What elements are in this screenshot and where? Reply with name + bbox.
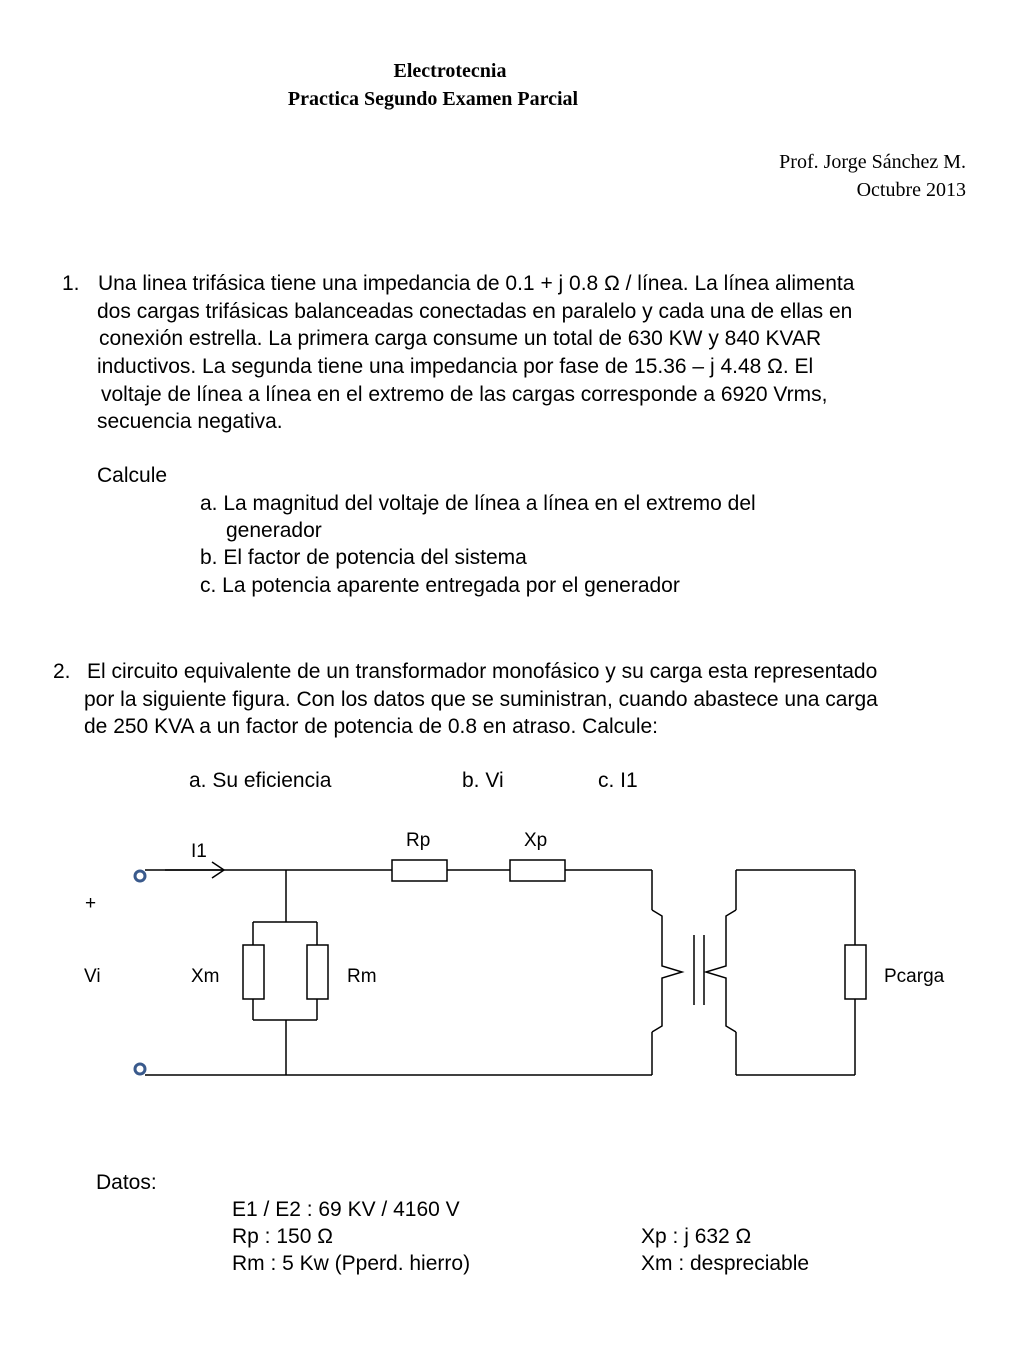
label-pcarga: Pcarga — [884, 966, 945, 987]
secondary-winding — [706, 910, 736, 1032]
input-terminal-bottom — [135, 1064, 145, 1074]
label-plus: + — [85, 893, 97, 914]
problem1-number: 1. — [62, 272, 80, 295]
datos-label: Datos: — [96, 1171, 157, 1194]
datos-xm: Xm : despreciable — [641, 1252, 810, 1275]
label-xp: Xp — [524, 830, 548, 851]
input-terminal-top — [135, 871, 145, 881]
problem1-line: conexión estrella. La primera carga consume un total de 630 KW y 840 KVAR — [99, 327, 822, 350]
document-title: Practica Segundo Examen Parcial — [287, 88, 579, 110]
problem1-line: voltaje de línea a línea en el extremo de las cargas corresponde a 6920 Vrms, — [101, 383, 828, 406]
problem1-item: b. El factor de potencia del sistema — [200, 546, 527, 569]
datos-xp: Xp : j 632 Ω — [641, 1225, 752, 1248]
document-date: Octubre 2013 — [856, 179, 966, 201]
datos-ratio: E1 / E2 : 69 KV / 4160 V — [232, 1198, 460, 1221]
xm-reactance — [243, 945, 264, 999]
label-vi: Vi — [84, 966, 101, 987]
problem2-item-eficiencia: a. Su eficiencia — [189, 769, 332, 792]
professor-name: Prof. Jorge Sánchez M. — [779, 151, 966, 173]
problem1-item: c. La potencia aparente entregada por el generador — [200, 574, 680, 597]
problem1-line: Una linea trifásica tiene una impedancia de 0.1 + j 0.8 Ω / línea. La línea alimenta — [98, 272, 855, 295]
problem2-line: de 250 KVA a un factor de potencia de 0.8 en atraso. Calcule: — [84, 715, 659, 738]
problem2-number: 2. — [53, 660, 71, 683]
pcarga-load — [845, 945, 866, 999]
problem2-item-i1: c. I1 — [598, 769, 638, 792]
problem2-line: El circuito equivalente de un transformador monofásico y su carga esta representado — [87, 660, 878, 683]
course-title: Electrotecnia — [393, 60, 507, 82]
label-rm: Rm — [347, 966, 377, 987]
datos-rp: Rp : 150 Ω — [232, 1225, 333, 1248]
problem1-line: secuencia negativa. — [97, 410, 283, 433]
problem1-item: a. La magnitud del voltaje de línea a línea en el extremo del — [200, 492, 756, 515]
problem1-line: inductivos. La segunda tiene una impedancia por fase de 15.36 – j 4.48 Ω. El — [97, 355, 814, 378]
datos-rm: Rm : 5 Kw (Pperd. hierro) — [232, 1252, 471, 1275]
xp-reactance — [510, 860, 565, 881]
problem1-line: dos cargas trifásicas balanceadas conectadas en paralelo y cada una de ellas en — [97, 300, 853, 323]
problem2-item-vi: b. Vi — [462, 769, 504, 792]
primary-winding — [652, 910, 682, 1032]
problem1-item: generador — [226, 519, 322, 542]
label-xm: Xm — [191, 966, 220, 987]
rm-resistor — [307, 945, 328, 999]
problem2-line: por la siguiente figura. Con los datos que se suministran, cuando abastece una carga — [84, 688, 878, 711]
rp-resistor — [392, 860, 447, 881]
label-i1: I1 — [191, 841, 207, 862]
calc-label: Calcule — [97, 464, 168, 487]
label-rp: Rp — [406, 830, 431, 851]
